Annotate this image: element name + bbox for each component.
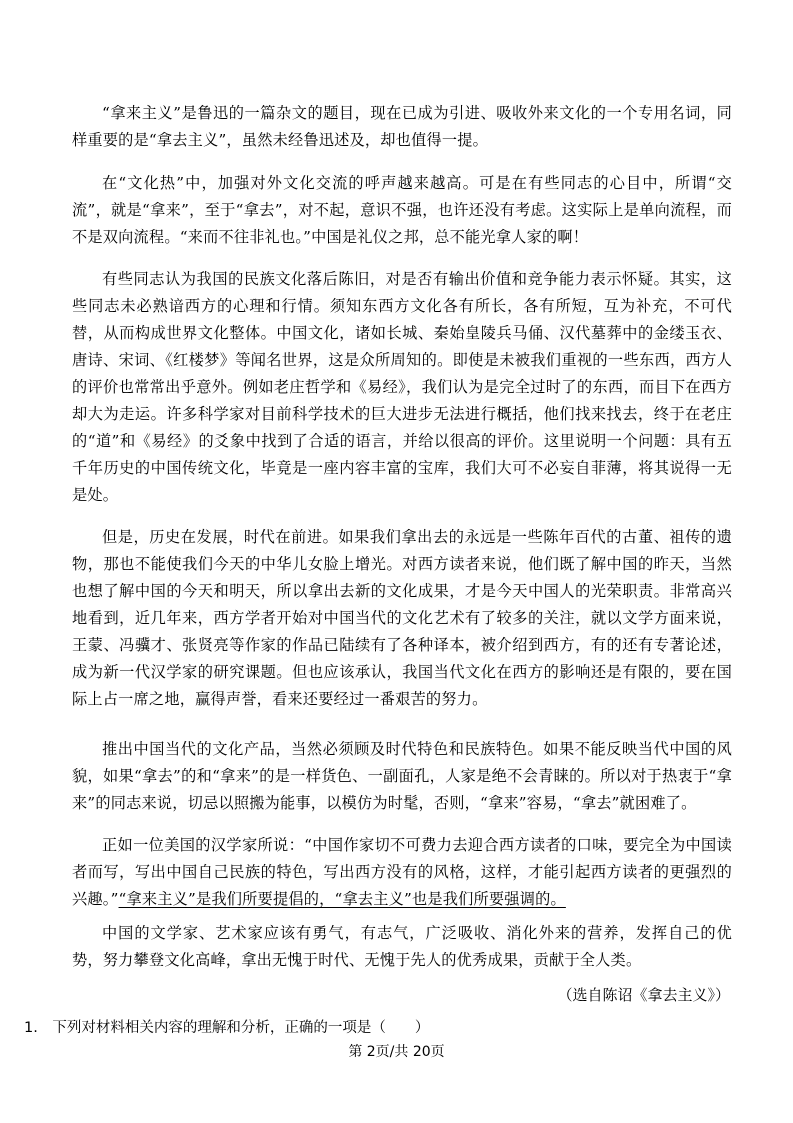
paragraph-3: 有些同志认为我国的民族文化落后陈旧，对是否有输出价值和竞争能力表示怀疑。其实，这些同志未必熟谙西方的心理和行情。须知东西方文化各有所长，各有所短，互为补充，不可代替，从而构成世界文化整体。中国文化，诸如长城、秦始皇陵兵马俑、汉代墓葬中的金缕玉衣、唐诗、宋词、《红楼梦》等闻名世界，这是众所周知的。即使是未被我们重视的一些东西，西方人的评价也常常出乎意外。例如老庄哲学和《易经》，我们认为是完全过时了的东西，而目下在西方却大为走运。许多科学家对目前科学技术的巨大进步无法进行概括，他们找来找去，终于在老庄的“道”和《易经》的爻象中找到了合适的语言，并给以很高的评价。这里说明一个问题：具有五千年历史的中国传统文化，毕竟是一座内容丰富的宝库，我们大可不必妄自菲薄，将其说得一无是处。 [72,270,732,504]
paragraph-2: 在“文化热”中，加强对外文化交流的呼声越来越高。可是在有些同志的心目中，所谓“交流”，就是“拿来”，至于“拿去”，对不起，意识不强，也许还没有考虑。这实际上是单向流程，而不是双向流程。“来而不往非礼也。”中国是礼仪之邦，总不能光拿人家的啊！ [72,174,732,246]
paragraph-6 [72,832,732,913]
page-footer: 第 2页/共 20页 [348,1044,445,1060]
paragraph-7: 中国的文学家、艺术家应该有勇气，有志气，广泛吸收、消化外来的营养，发挥自己的优势，努力攀登文化高峰，拿出无愧于时代、无愧于先人的优秀成果，贡献于全人类。 [72,924,732,969]
quote-text: 正如一位美国的汉学家所说：“中国作家切不可费力去迎合西方读者的口味，要完全为中国读者而写，写出中国自己民族的特色，写出西方没有的风格，这样，才能引起西方读者的更强烈的兴趣。” [72,836,732,908]
paragraph-1: “拿来主义”是鲁迅的一篇杂文的题目，现在已成为引进、吸收外来文化的一个专用名词，同样重要的是“拿去主义”，虽然未经鲁迅述及，却也值得一提。 [72,104,732,149]
underlined-sentence: “拿来主义”是我们所要提倡的，“拿去主义”也是我们所要强调的。 [118,890,566,908]
source-citation: （选自陈诏《拿去主义》） [557,986,730,1004]
paragraph-4: 但是，历史在发展，时代在前进。如果我们拿出去的永远是一些陈年百代的古董、祖传的遗物，那也不能使我们今天的中华儿女脸上增光。对西方读者来说，他们既了解中国的昨天，当然也想了解中国的今天和明天，所以拿出去新的文化成果，才是今天中国人的光荣职责。非常高兴地看到，近几年来，西方学者开始对中国当代的文化艺术有了较多的关注，就以文学方面来说，王蒙、冯骥才、张贤亮等作家的作品已陆续有了各种译本，被介绍到西方，有的还有专著论述，成为新一代汉学家的研究课题。但也应该承认，我国当代文化在西方的影响还是有限的，要在国际上占一席之地，赢得声誉，看来还要经过一番艰苦的努力。 [72,528,732,708]
question-1: 1. 下列对材料相关内容的理解和分析，正确的一项是（ ） [24,1020,430,1036]
paragraph-5: 推出中国当代的文化产品，当然必须顾及时代特色和民族特色。如果不能反映当代中国的风貌，如果“拿去”的和“拿来”的是一样货色、一副面孔，人家是绝不会青睐的。所以对于热衷于“拿来”的同志来说，切忌以照搬为能事，以模仿为时髦，否则，“拿来”容易，“拿去”就困难了。 [72,740,732,812]
